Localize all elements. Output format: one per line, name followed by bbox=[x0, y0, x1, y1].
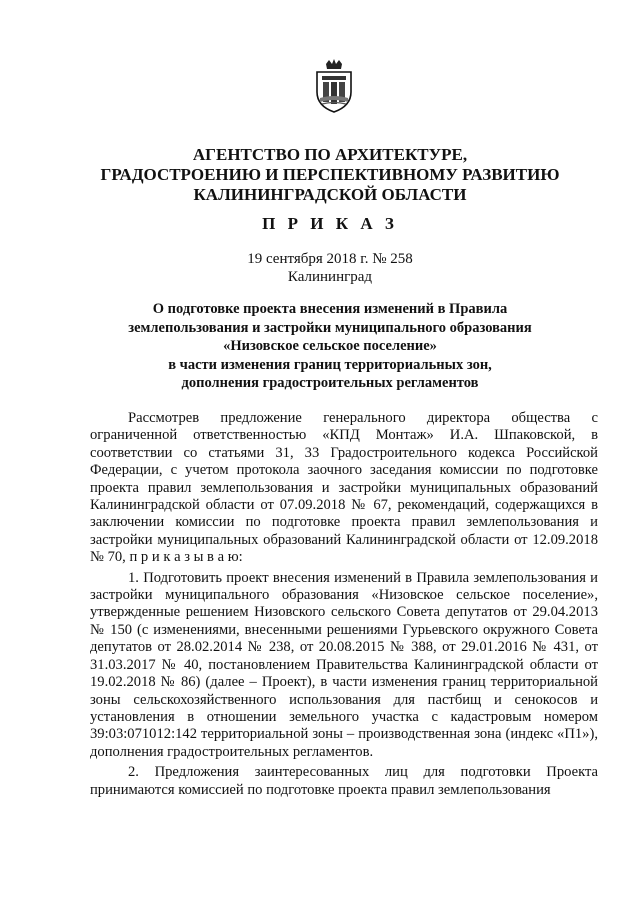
body-paragraph: 1. Подготовить проект внесения изменений в Правила землепользования и застройки муниципального образования «Низовское сельское поселение», утвержденные решением Низовского сельского Совета депутатов от 29.04.2013 № 150 (с изменениями, внесенными решениями Гурьевского окружного Совета депутатов от 28.02.2014 № 238, от 20.08.2015 № 388, от 29.01.2016 № 431, от 31.03.2017 № 40, постановлением Правительства Калининградской области от 19.02.2018 № 86) (далее – Проект), в части изменения границ территориальной зоны сельскохозяйственного использования для пастбищ и сенокосов и установления в отношении земельного участка с кадастровым номером 39:03:071012:142 территориальной зоны – производственная зона (индекс «П1»), дополнения градостроительных регламентов. bbox=[90, 569, 598, 760]
document-body bbox=[90, 410, 598, 799]
agency-name bbox=[60, 145, 600, 205]
title-line: дополнения градостроительных регламентов bbox=[181, 375, 479, 391]
title-line: в части изменения границ территориальных зон, bbox=[168, 356, 492, 373]
coat-of-arms-icon bbox=[314, 58, 354, 114]
agency-line: ГРАДОСТРОЕНИЮ И ПЕРСПЕКТИВНОМУ РАЗВИТИЮ bbox=[100, 165, 560, 184]
body-paragraph: 2. Предложения заинтересованных лиц для подготовки Проекта принимаются комиссией по подготовке проекта правил землепользования bbox=[90, 764, 598, 798]
agency-line: АГЕНТСТВО ПО АРХИТЕКТУРЕ, bbox=[192, 145, 468, 164]
title-line: «Низовское сельское поселение» bbox=[223, 338, 437, 354]
document-type: П Р И К А З bbox=[262, 214, 398, 233]
date-number: 19 сентября 2018 г. № 258 bbox=[247, 251, 413, 267]
date-and-place bbox=[60, 250, 600, 286]
body-paragraph: Рассмотрев предложение генерального директора общества с ограниченной ответственностью «КПД Монтаж» И.А. Шпаковской, в соответствии со статьями 31, 33 Градостроительного кодекса Российской Федерации, с учетом протокола заочного заседания комиссии по подготовке проекта правил землепользования и застройки муниципальных образований Калининградской области от 07.09.2018 № 67, рекомендаций, содержащихся в заключении комиссии по подготовке проекта правил землепользования и застройки муниципальных образований Калининградской области от 12.09.2018 № 70, п р и к а з ы в а ю: bbox=[90, 410, 598, 566]
document-title bbox=[60, 300, 600, 393]
agency-line: КАЛИНИНГРАДСКОЙ ОБЛАСТИ bbox=[193, 185, 467, 204]
title-line: землепользования и застройки муниципального образования bbox=[128, 319, 532, 336]
title-line: О подготовке проекта внесения изменений в Правила bbox=[152, 301, 508, 317]
city: Калининград bbox=[287, 269, 373, 285]
